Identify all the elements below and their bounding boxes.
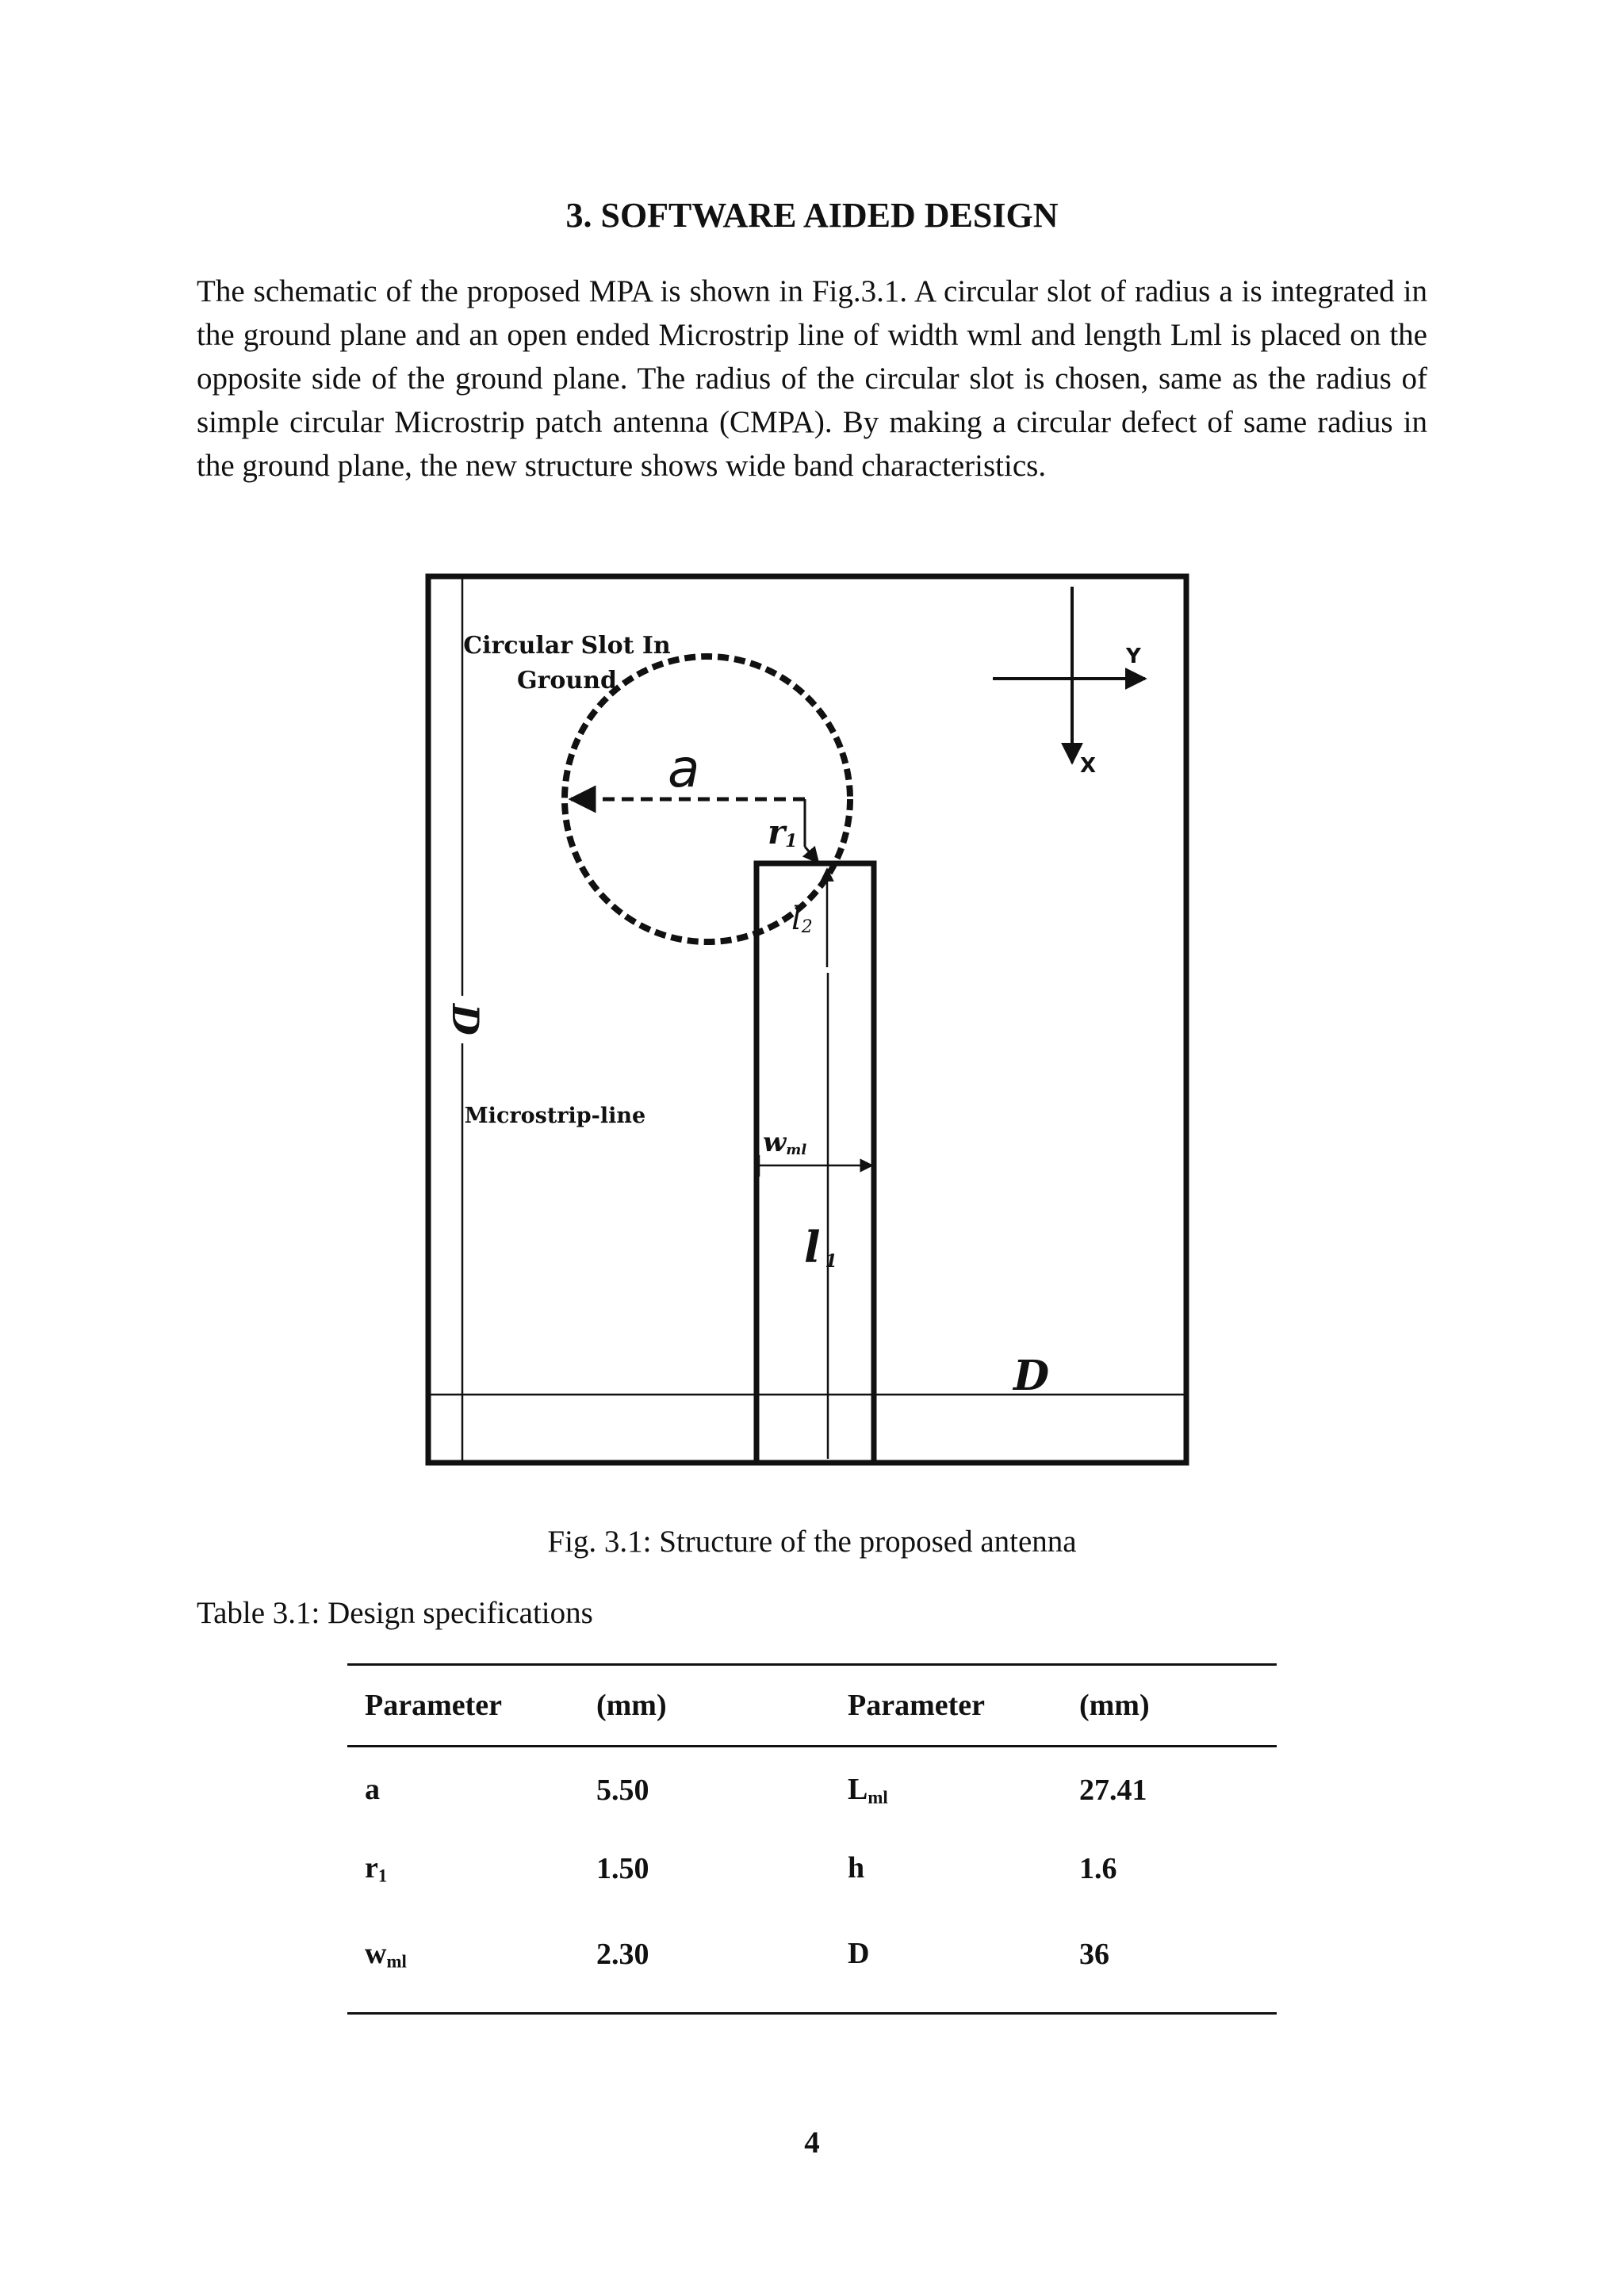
table-cell-value: 1.6: [1079, 1851, 1117, 1885]
table-cell-parameter: $w_{ml}$: [347, 1908, 579, 2014]
label-a: a: [668, 738, 700, 799]
body-paragraph: The schematic of the proposed MPA is shown in Fig.3.1. A circular slot of radius a is integrated in the ground plane and an open ended Microstrip line of width wml and length Lml is placed on the opposite side of the ground plane. The radius of the circular slot is chosen, same as the radius of simple circular Microstrip patch antenna (CMPA). By making a circular defect of same radius in the ground plane, the new structure shows wide band characteristics.: [197, 274, 1427, 483]
table-row: [347, 1829, 1277, 1908]
axis-x-label: X: [1080, 754, 1097, 778]
table-header-cell: (mm): [1062, 1665, 1277, 1747]
microstrip-line-label: Microstrip-line: [464, 1104, 646, 1128]
table-cell-parameter: a: [365, 1772, 380, 1806]
antenna-schematic: [412, 564, 1205, 1476]
label-wml: wml: [763, 1127, 807, 1158]
table-header-row: [347, 1665, 1277, 1747]
label-d-left: D: [444, 1004, 487, 1035]
table-cell-parameter: $L_{ml}$: [848, 1772, 888, 1808]
design-specifications-table: [347, 1663, 1277, 2015]
r1-arrow: [805, 847, 818, 863]
page-title: 3. SOFTWARE AIDED DESIGN: [565, 196, 1059, 235]
circular-slot-label-line1: Circular Slot In: [463, 632, 671, 660]
table-cell-value: 2.30: [579, 1908, 830, 2014]
table-cell-parameter: D: [830, 1908, 1062, 2014]
table-title: Table 3.1: Design specifications: [197, 1596, 593, 1630]
table-cell-parameter: h: [848, 1850, 865, 1885]
table-header-cell: (mm): [579, 1665, 830, 1747]
table-cell-value: 36: [1062, 1908, 1277, 2014]
table-cell-value: 27.41: [1079, 1773, 1147, 1807]
table-cell-value: 1.50: [596, 1851, 649, 1885]
table-header-cell: Parameter: [830, 1665, 1062, 1747]
microstrip-line-shape: [756, 863, 874, 1463]
label-l2: l2: [791, 901, 813, 937]
table-header-cell: Parameter: [347, 1665, 579, 1747]
table-row: [347, 1908, 1277, 2014]
table-cell-parameter: $r_1$: [365, 1850, 388, 1886]
antenna-figure: [412, 564, 1205, 1476]
table-row: [347, 1747, 1277, 1830]
label-d-bottom: D: [1013, 1352, 1050, 1400]
circular-slot-label-line2: Ground: [516, 667, 618, 695]
page-number: 4: [804, 2126, 820, 2160]
axis-y-label: Y: [1126, 645, 1141, 668]
table-cell-value: 5.50: [596, 1773, 649, 1807]
figure-caption: Fig. 3.1: Structure of the proposed antenna: [547, 1525, 1077, 1559]
label-r1: r1: [768, 813, 798, 851]
label-l1: l 1: [804, 1222, 837, 1272]
